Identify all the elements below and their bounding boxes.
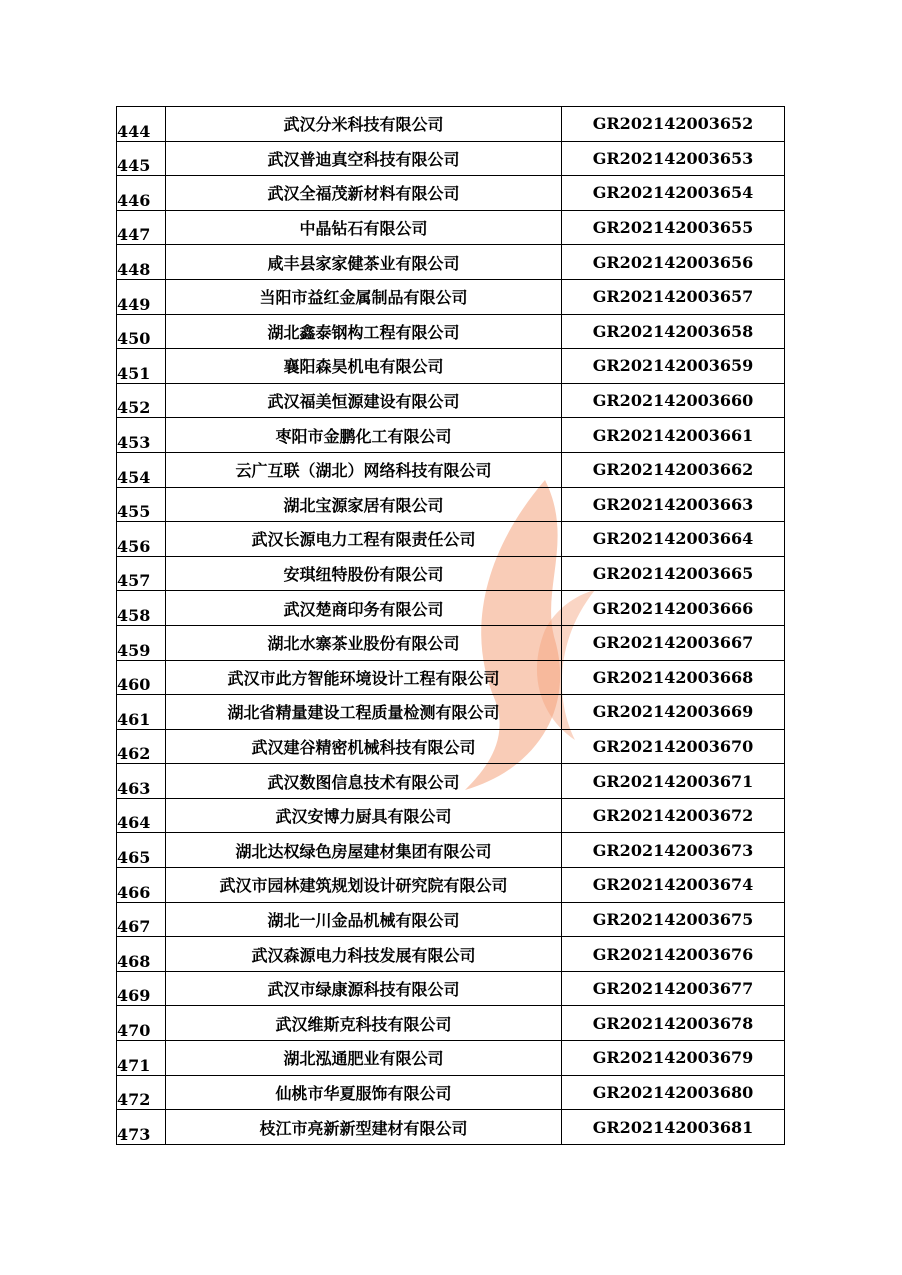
- company-name: 湖北水寨茶业股份有限公司: [166, 625, 562, 660]
- row-number: 444: [117, 107, 166, 142]
- row-number: 471: [117, 1041, 166, 1076]
- certificate-number: GR202142003677: [562, 971, 785, 1006]
- row-number: 468: [117, 937, 166, 972]
- company-name: 武汉安博力厨具有限公司: [166, 798, 562, 833]
- table-row: [117, 141, 785, 176]
- certificate-number: GR202142003680: [562, 1075, 785, 1110]
- table-row: [117, 452, 785, 487]
- certificate-number: GR202142003669: [562, 695, 785, 730]
- certificate-number: GR202142003656: [562, 245, 785, 280]
- company-name: 武汉森源电力科技发展有限公司: [166, 937, 562, 972]
- company-name: 武汉福美恒源建设有限公司: [166, 383, 562, 418]
- company-name: 襄阳森昊机电有限公司: [166, 349, 562, 384]
- row-number: 472: [117, 1075, 166, 1110]
- table-row: [117, 245, 785, 280]
- row-number: 464: [117, 798, 166, 833]
- certificate-number: GR202142003673: [562, 833, 785, 868]
- company-name: 中晶钻石有限公司: [166, 210, 562, 245]
- table-row: [117, 1006, 785, 1041]
- certificate-number: GR202142003674: [562, 868, 785, 903]
- certificate-number: GR202142003658: [562, 314, 785, 349]
- certificate-number: GR202142003654: [562, 176, 785, 211]
- company-name: 安琪纽特股份有限公司: [166, 556, 562, 591]
- row-number: 456: [117, 522, 166, 557]
- company-name: 武汉楚商印务有限公司: [166, 591, 562, 626]
- row-number: 459: [117, 625, 166, 660]
- certificate-number: GR202142003655: [562, 210, 785, 245]
- table-row: [117, 833, 785, 868]
- company-name: 武汉市绿康源科技有限公司: [166, 971, 562, 1006]
- certificate-number: GR202142003679: [562, 1041, 785, 1076]
- company-name: 当阳市益红金属制品有限公司: [166, 279, 562, 314]
- row-number: 453: [117, 418, 166, 453]
- company-name: 武汉长源电力工程有限责任公司: [166, 522, 562, 557]
- company-name: 武汉市此方智能环境设计工程有限公司: [166, 660, 562, 695]
- row-number: 462: [117, 729, 166, 764]
- row-number: 458: [117, 591, 166, 626]
- company-name: 咸丰县家家健茶业有限公司: [166, 245, 562, 280]
- row-number: 457: [117, 556, 166, 591]
- table-row: [117, 660, 785, 695]
- table-row: [117, 868, 785, 903]
- certificate-number: GR202142003657: [562, 279, 785, 314]
- table-row: [117, 522, 785, 557]
- row-number: 465: [117, 833, 166, 868]
- table-body: [117, 107, 785, 1145]
- certificate-number: GR202142003668: [562, 660, 785, 695]
- row-number: 449: [117, 279, 166, 314]
- table-row: [117, 383, 785, 418]
- row-number: 463: [117, 764, 166, 799]
- table-row: [117, 798, 785, 833]
- table-row: [117, 556, 785, 591]
- company-name: 湖北达权绿色房屋建材集团有限公司: [166, 833, 562, 868]
- table-row: [117, 764, 785, 799]
- certificate-number: GR202142003652: [562, 107, 785, 142]
- company-name: 湖北宝源家居有限公司: [166, 487, 562, 522]
- row-number: 450: [117, 314, 166, 349]
- table-row: [117, 349, 785, 384]
- certificate-number: GR202142003660: [562, 383, 785, 418]
- row-number: 448: [117, 245, 166, 280]
- row-number: 446: [117, 176, 166, 211]
- certificate-number: GR202142003662: [562, 452, 785, 487]
- certificate-number: GR202142003653: [562, 141, 785, 176]
- table-row: [117, 418, 785, 453]
- certificate-number: GR202142003675: [562, 902, 785, 937]
- table-row: [117, 176, 785, 211]
- company-name: 湖北省精量建设工程质量检测有限公司: [166, 695, 562, 730]
- company-name: 湖北鑫泰钢构工程有限公司: [166, 314, 562, 349]
- table-row: [117, 971, 785, 1006]
- row-number: 470: [117, 1006, 166, 1041]
- certificate-number: GR202142003678: [562, 1006, 785, 1041]
- table-row: [117, 487, 785, 522]
- certificate-table: [116, 106, 785, 1145]
- row-number: 469: [117, 971, 166, 1006]
- row-number: 454: [117, 452, 166, 487]
- company-name: 武汉建谷精密机械科技有限公司: [166, 729, 562, 764]
- certificate-number: GR202142003663: [562, 487, 785, 522]
- certificate-number: GR202142003659: [562, 349, 785, 384]
- table-row: [117, 279, 785, 314]
- company-name: 武汉普迪真空科技有限公司: [166, 141, 562, 176]
- row-number: 460: [117, 660, 166, 695]
- certificate-number: GR202142003671: [562, 764, 785, 799]
- certificate-number: GR202142003670: [562, 729, 785, 764]
- certificate-number: GR202142003661: [562, 418, 785, 453]
- row-number: 473: [117, 1110, 166, 1145]
- certificate-number: GR202142003676: [562, 937, 785, 972]
- table-row: [117, 107, 785, 142]
- table-row: [117, 625, 785, 660]
- certificate-number: GR202142003667: [562, 625, 785, 660]
- table-row: [117, 1110, 785, 1145]
- row-number: 467: [117, 902, 166, 937]
- certificate-number: GR202142003681: [562, 1110, 785, 1145]
- company-name: 武汉维斯克科技有限公司: [166, 1006, 562, 1041]
- row-number: 445: [117, 141, 166, 176]
- table-row: [117, 695, 785, 730]
- row-number: 447: [117, 210, 166, 245]
- company-name: 仙桃市华夏服饰有限公司: [166, 1075, 562, 1110]
- row-number: 451: [117, 349, 166, 384]
- table-row: [117, 1041, 785, 1076]
- table-row: [117, 210, 785, 245]
- row-number: 455: [117, 487, 166, 522]
- company-name: 武汉全福茂新材料有限公司: [166, 176, 562, 211]
- table-row: [117, 937, 785, 972]
- certificate-number: GR202142003672: [562, 798, 785, 833]
- company-name: 云广互联（湖北）网络科技有限公司: [166, 452, 562, 487]
- certificate-number: GR202142003666: [562, 591, 785, 626]
- company-name: 湖北一川金品机械有限公司: [166, 902, 562, 937]
- certificate-number: GR202142003665: [562, 556, 785, 591]
- table-row: [117, 902, 785, 937]
- table-row: [117, 591, 785, 626]
- row-number: 452: [117, 383, 166, 418]
- table-row: [117, 1075, 785, 1110]
- table-row: [117, 729, 785, 764]
- company-name: 武汉数图信息技术有限公司: [166, 764, 562, 799]
- company-name: 湖北泓通肥业有限公司: [166, 1041, 562, 1076]
- table-row: [117, 314, 785, 349]
- row-number: 461: [117, 695, 166, 730]
- certificate-number: GR202142003664: [562, 522, 785, 557]
- company-name: 武汉市园林建筑规划设计研究院有限公司: [166, 868, 562, 903]
- company-name: 武汉分米科技有限公司: [166, 107, 562, 142]
- row-number: 466: [117, 868, 166, 903]
- company-name: 枣阳市金鹏化工有限公司: [166, 418, 562, 453]
- company-name: 枝江市亮新新型建材有限公司: [166, 1110, 562, 1145]
